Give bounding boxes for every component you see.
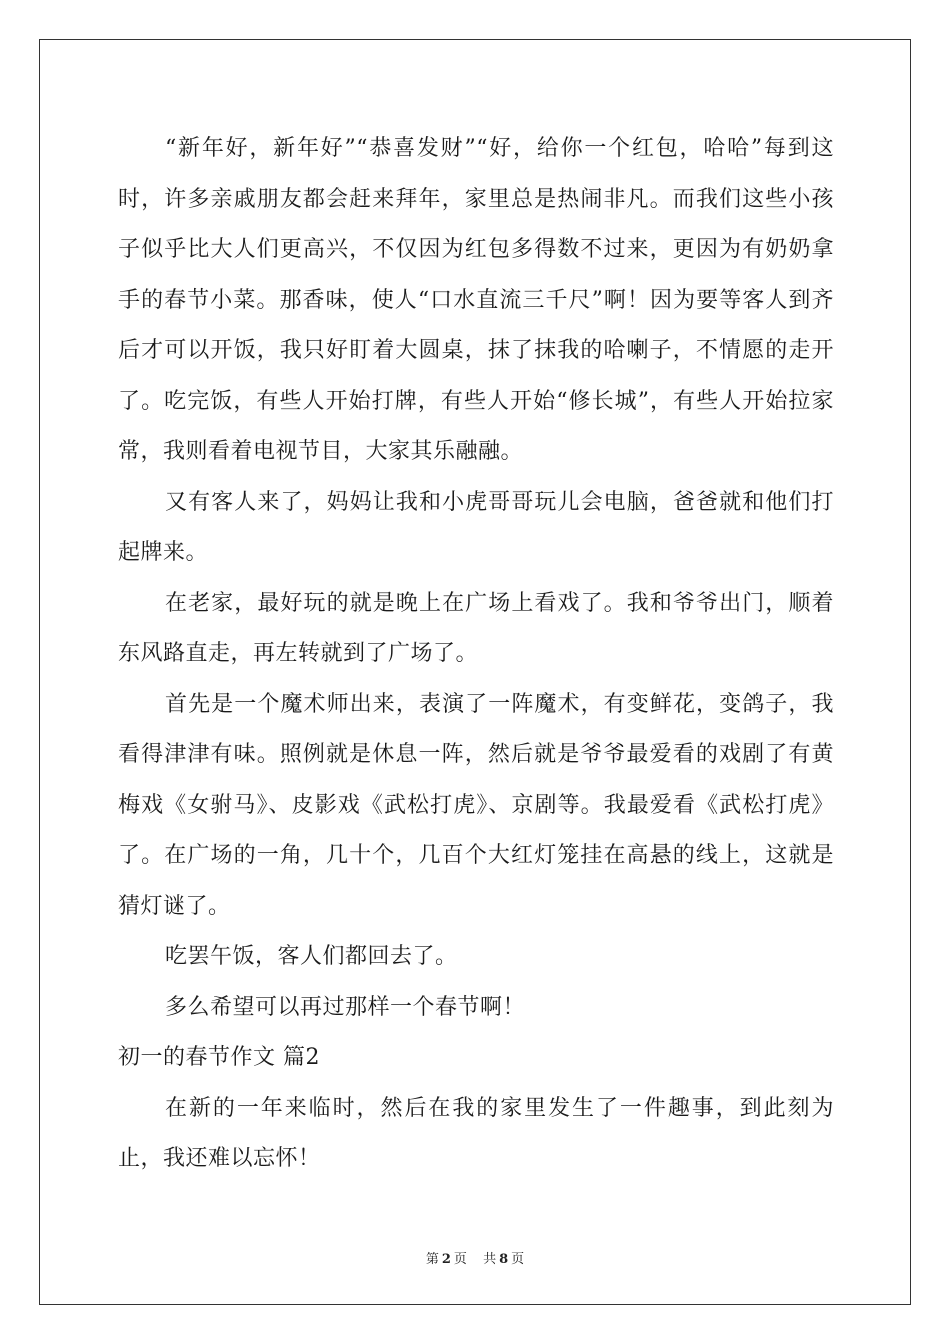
paragraph-3: 在老家，最好玩的就是晚上在广场上看戏了。我和爷爷出门，顺着东风路直走，再左转就到了广场了。: [118, 590, 834, 666]
page-number: 2: [441, 1252, 451, 1267]
paragraph-1: “新年好，新年好”“恭喜发财”“好，给你一个红包，哈哈”每到这时，许多亲戚朋友都会赶来拜年，家里总是热闹非凡。而我们这些小孩子似乎比大人们更高兴，不仅因为红包多得数不过来，更因为有奶奶拿手的春节小菜。那香味，使人“口水直流三千尺”啊！因为要等客人到齐后才可以开饭，我只好盯着大圆桌，抹了抹我的哈喇子，不情愿的走开了。吃完饭，有些人开始打牌，有些人开始“修长城”，有些人开始拉家常，我则看着电视节目，大家其乐融融。: [118, 136, 834, 464]
document-body: [118, 124, 834, 1185]
paragraph-4: 首先是一个魔术师出来，表演了一阵魔术，有变鲜花，变鸽子，我看得津津有味。照例就是休息一阵，然后就是爷爷最爱看的戏剧了有黄梅戏《女驸马》、皮影戏《武松打虎》、京剧等。我最爱看《武松打虎》了。在广场的一角，几十个，几百个大红灯笼挂在高悬的线上，这就是猜灯谜了。: [118, 691, 834, 919]
section-heading: 初一的春节作文 篇2: [118, 1045, 320, 1070]
paragraph-6: 多么希望可以再过那样一个春节啊！: [165, 994, 526, 1020]
total-indicator: [480, 1252, 527, 1267]
paragraph-5: 吃罢午饭，客人们都回去了。: [165, 944, 458, 969]
page-suffix: 页: [453, 1252, 467, 1267]
total-pages: 8: [499, 1252, 509, 1267]
total-suffix: 页: [511, 1252, 525, 1267]
page-indicator: [423, 1252, 470, 1267]
page-footer: [0, 1248, 950, 1267]
page-prefix: 第: [425, 1252, 439, 1267]
section-paragraph: 在新的一年来临时，然后在我的家里发生了一件趣事，到此刻为止，我还难以忘怀！: [118, 1095, 834, 1171]
total-prefix: 共: [483, 1252, 497, 1267]
paragraph-2: 又有客人来了，妈妈让我和小虎哥哥玩儿会电脑，爸爸就和他们打起牌来。: [118, 489, 834, 565]
